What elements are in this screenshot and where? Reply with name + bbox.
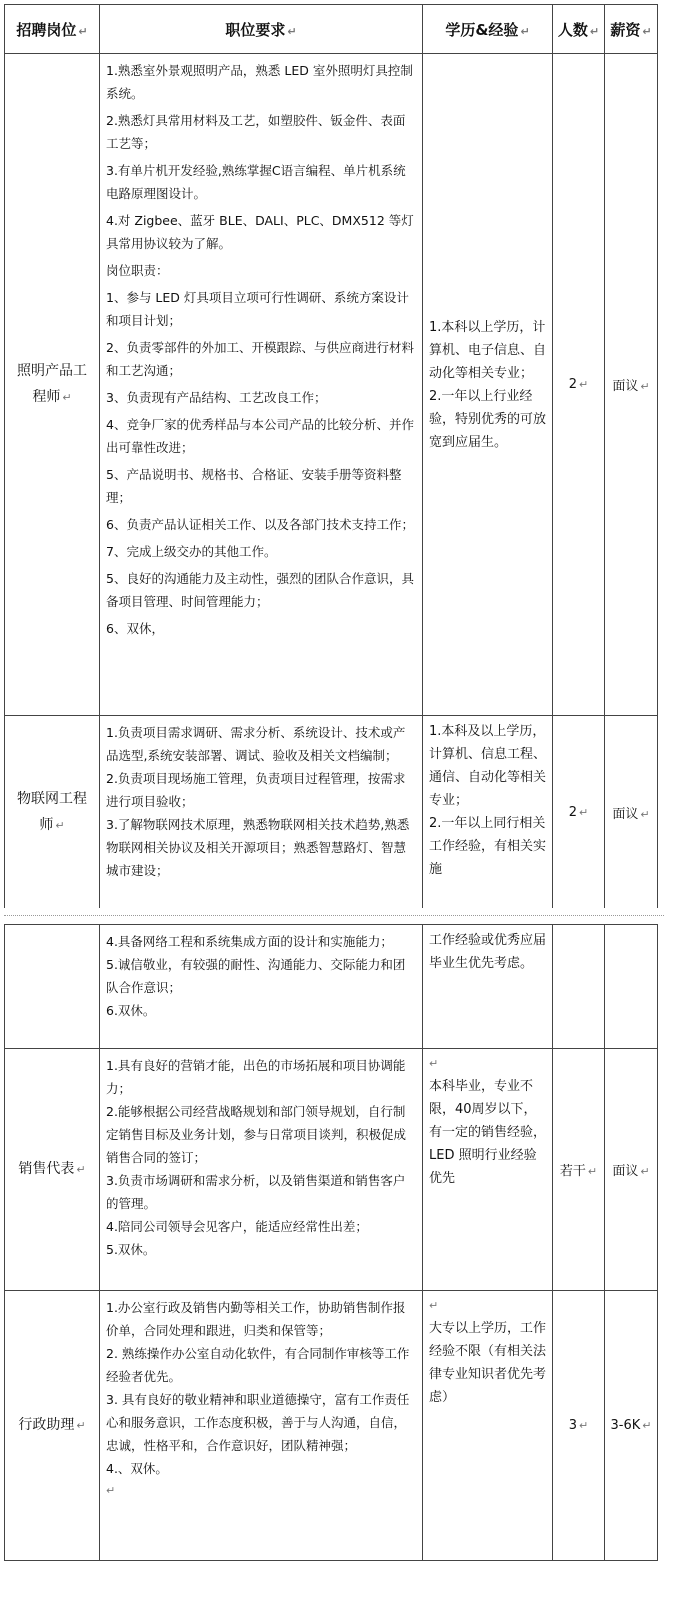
requirement-line: 4.具备网络工程和系统集成方面的设计和实施能力； [106, 934, 393, 949]
education-line: 工作经验或优秀应届毕业生优先考虑。 [429, 933, 547, 971]
job-table-bottom [4, 924, 658, 1561]
education-cell [423, 1291, 553, 1561]
requirement-line: 4.、双休。 [106, 1461, 168, 1476]
requirement-line: 5、产品说明书、规格书、合格证、安装手册等资料整理； [106, 467, 402, 505]
count-cell: 若干 ↵ [553, 1049, 605, 1291]
requirement-line: 5.双休。 [106, 1242, 156, 1257]
salary-cell: 面议 ↵ [605, 54, 658, 716]
requirements-cell [100, 1049, 423, 1291]
count-cell: 3 ↵ [553, 1291, 605, 1561]
header-education: 学历&经验 ↵ [423, 5, 553, 54]
requirement-line: 岗位职责： [106, 263, 169, 278]
requirement-line: 6.双休。 [106, 1003, 156, 1018]
requirement-line: 3.了解物联网技术原理，熟悉物联网相关技术趋势,熟悉物联网相关协议及相关开源项目；熟悉智慧路灯、智慧城市建设； [106, 817, 410, 878]
paragraph-mark: ↵ [106, 1484, 116, 1497]
header-requirements: 职位要求 ↵ [100, 5, 423, 54]
education-line: 大专以上学历，工作经验不限（有相关法律专业知识者优先考虑） [429, 1321, 547, 1405]
education-line: 2.一年以上同行相关工作经验，有相关实施 [429, 816, 547, 877]
requirement-line: 1.负责项目需求调研、需求分析、系统设计、技术或产品选型,系统安装部署、调试、验收及相关文档编制； [106, 725, 406, 763]
requirement-line: 1.熟悉室外景观照明产品，熟悉 LED 室外照明灯具控制系统。 [106, 63, 413, 101]
salary-cell [605, 925, 658, 1049]
requirement-line: 2、负责零部件的外加工、开模跟踪、与供应商进行材料和工艺沟通； [106, 340, 414, 378]
salary-cell: 面议 ↵ [605, 716, 658, 910]
requirement-line: 6、双休， [106, 621, 164, 636]
requirement-line: 4.对 Zigbee、蓝牙 BLE、DALI、PLC、DMX512 等灯具常用协议较为了解。 [106, 213, 414, 251]
page-break [4, 908, 664, 924]
requirements-cell [100, 1291, 423, 1561]
requirement-line: 7、完成上级交办的其他工作。 [106, 544, 277, 559]
table-row [5, 1291, 658, 1561]
position-cell: 物联网工程师 ↵ [5, 716, 100, 910]
table-row [5, 716, 658, 910]
position-cell [5, 925, 100, 1049]
header-salary: 薪资 ↵ [605, 5, 658, 54]
position-cell: 照明产品工程师 ↵ [5, 54, 100, 716]
requirement-line: 4、竞争厂家的优秀样品与本公司产品的比较分析、并作出可靠性改进； [106, 417, 414, 455]
education-line: 1.本科以上学历，计算机、电子信息、自动化等相关专业； [429, 319, 547, 381]
requirement-line: 1、参与 LED 灯具项目立项可行性调研、系统方案设计和项目计划； [106, 290, 409, 328]
paragraph-mark: ↵ [429, 1299, 439, 1312]
table-row [5, 1049, 658, 1291]
requirement-line: 1.办公室行政及销售内勤等相关工作，协助销售制作报价单，合同处理和跟进，归类和保管等； [106, 1300, 406, 1338]
requirement-line: 3.负责市场调研和需求分析，以及销售渠道和销售客户的管理。 [106, 1173, 406, 1211]
requirements-cell [100, 925, 423, 1049]
requirement-line: 5、良好的沟通能力及主动性，强烈的团队合作意识，具备项目管理、时间管理能力； [106, 571, 414, 609]
table-row-continued [5, 925, 658, 1049]
paragraph-mark: ↵ [429, 1057, 439, 1070]
education-line: 2.一年以上行业经验，特别优秀的可放宽到应届生。 [429, 388, 547, 450]
education-line: 本科毕业，专业不限，40周岁以下，有一定的销售经验，LED 照明行业经验优先 [429, 1079, 547, 1186]
requirement-line: 2.负责项目现场施工管理，负责项目过程管理，按需求进行项目验收； [106, 771, 406, 809]
job-table-top [4, 4, 658, 910]
requirements-cell [100, 716, 423, 910]
salary-cell: 面议 ↵ [605, 1049, 658, 1291]
count-cell: 2 ↵ [553, 716, 605, 910]
education-line: 1.本科及以上学历，计算机、信息工程、通信、自动化等相关专业； [429, 724, 547, 808]
requirement-line: 3、负责现有产品结构、工艺改良工作； [106, 390, 327, 405]
requirement-line: 1.具有良好的营销才能，出色的市场拓展和项目协调能力； [106, 1058, 406, 1096]
header-row [5, 5, 658, 54]
salary-cell: 3-6K ↵ [605, 1291, 658, 1561]
requirement-line: 2.熟悉灯具常用材料及工艺，如塑胶件、钣金件、表面工艺等； [106, 113, 406, 151]
requirement-line: 5.诚信敬业，有较强的耐性、沟通能力、交际能力和团队合作意识； [106, 957, 406, 995]
table-row [5, 54, 658, 716]
header-position: 招聘岗位 ↵ [5, 5, 100, 54]
requirement-line: 2.能够根据公司经营战略规划和部门领导规划，自行制定销售目标及业务计划，参与日常项目谈判，积极促成销售合同的签订； [106, 1104, 407, 1165]
requirement-line: 6、负责产品认证相关工作、以及各部门技术支持工作； [106, 517, 414, 532]
position-cell: 行政助理 ↵ [5, 1291, 100, 1561]
requirement-line: 3. 具有良好的敬业精神和职业道德操守，富有工作责任心和服务意识，工作态度积极，善于与人沟通，自信，忠诚，性格平和，合作意识好，团队精神强； [106, 1392, 410, 1453]
requirement-line: 3.有单片机开发经验,熟练掌握C语言编程、单片机系统电路原理图设计。 [106, 163, 406, 201]
header-count: 人数 ↵ [553, 5, 605, 54]
education-cell [423, 925, 553, 1049]
position-cell: 销售代表 ↵ [5, 1049, 100, 1291]
requirement-line: 2. 熟练操作办公室自动化软件，有合同制作审核等工作经验者优先。 [106, 1346, 410, 1384]
count-cell [553, 925, 605, 1049]
education-cell [423, 1049, 553, 1291]
education-cell [423, 54, 553, 716]
education-cell [423, 716, 553, 910]
count-cell: 2 ↵ [553, 54, 605, 716]
requirement-line: 4.陪同公司领导会见客户，能适应经常性出差； [106, 1219, 368, 1234]
requirements-cell [100, 54, 423, 716]
